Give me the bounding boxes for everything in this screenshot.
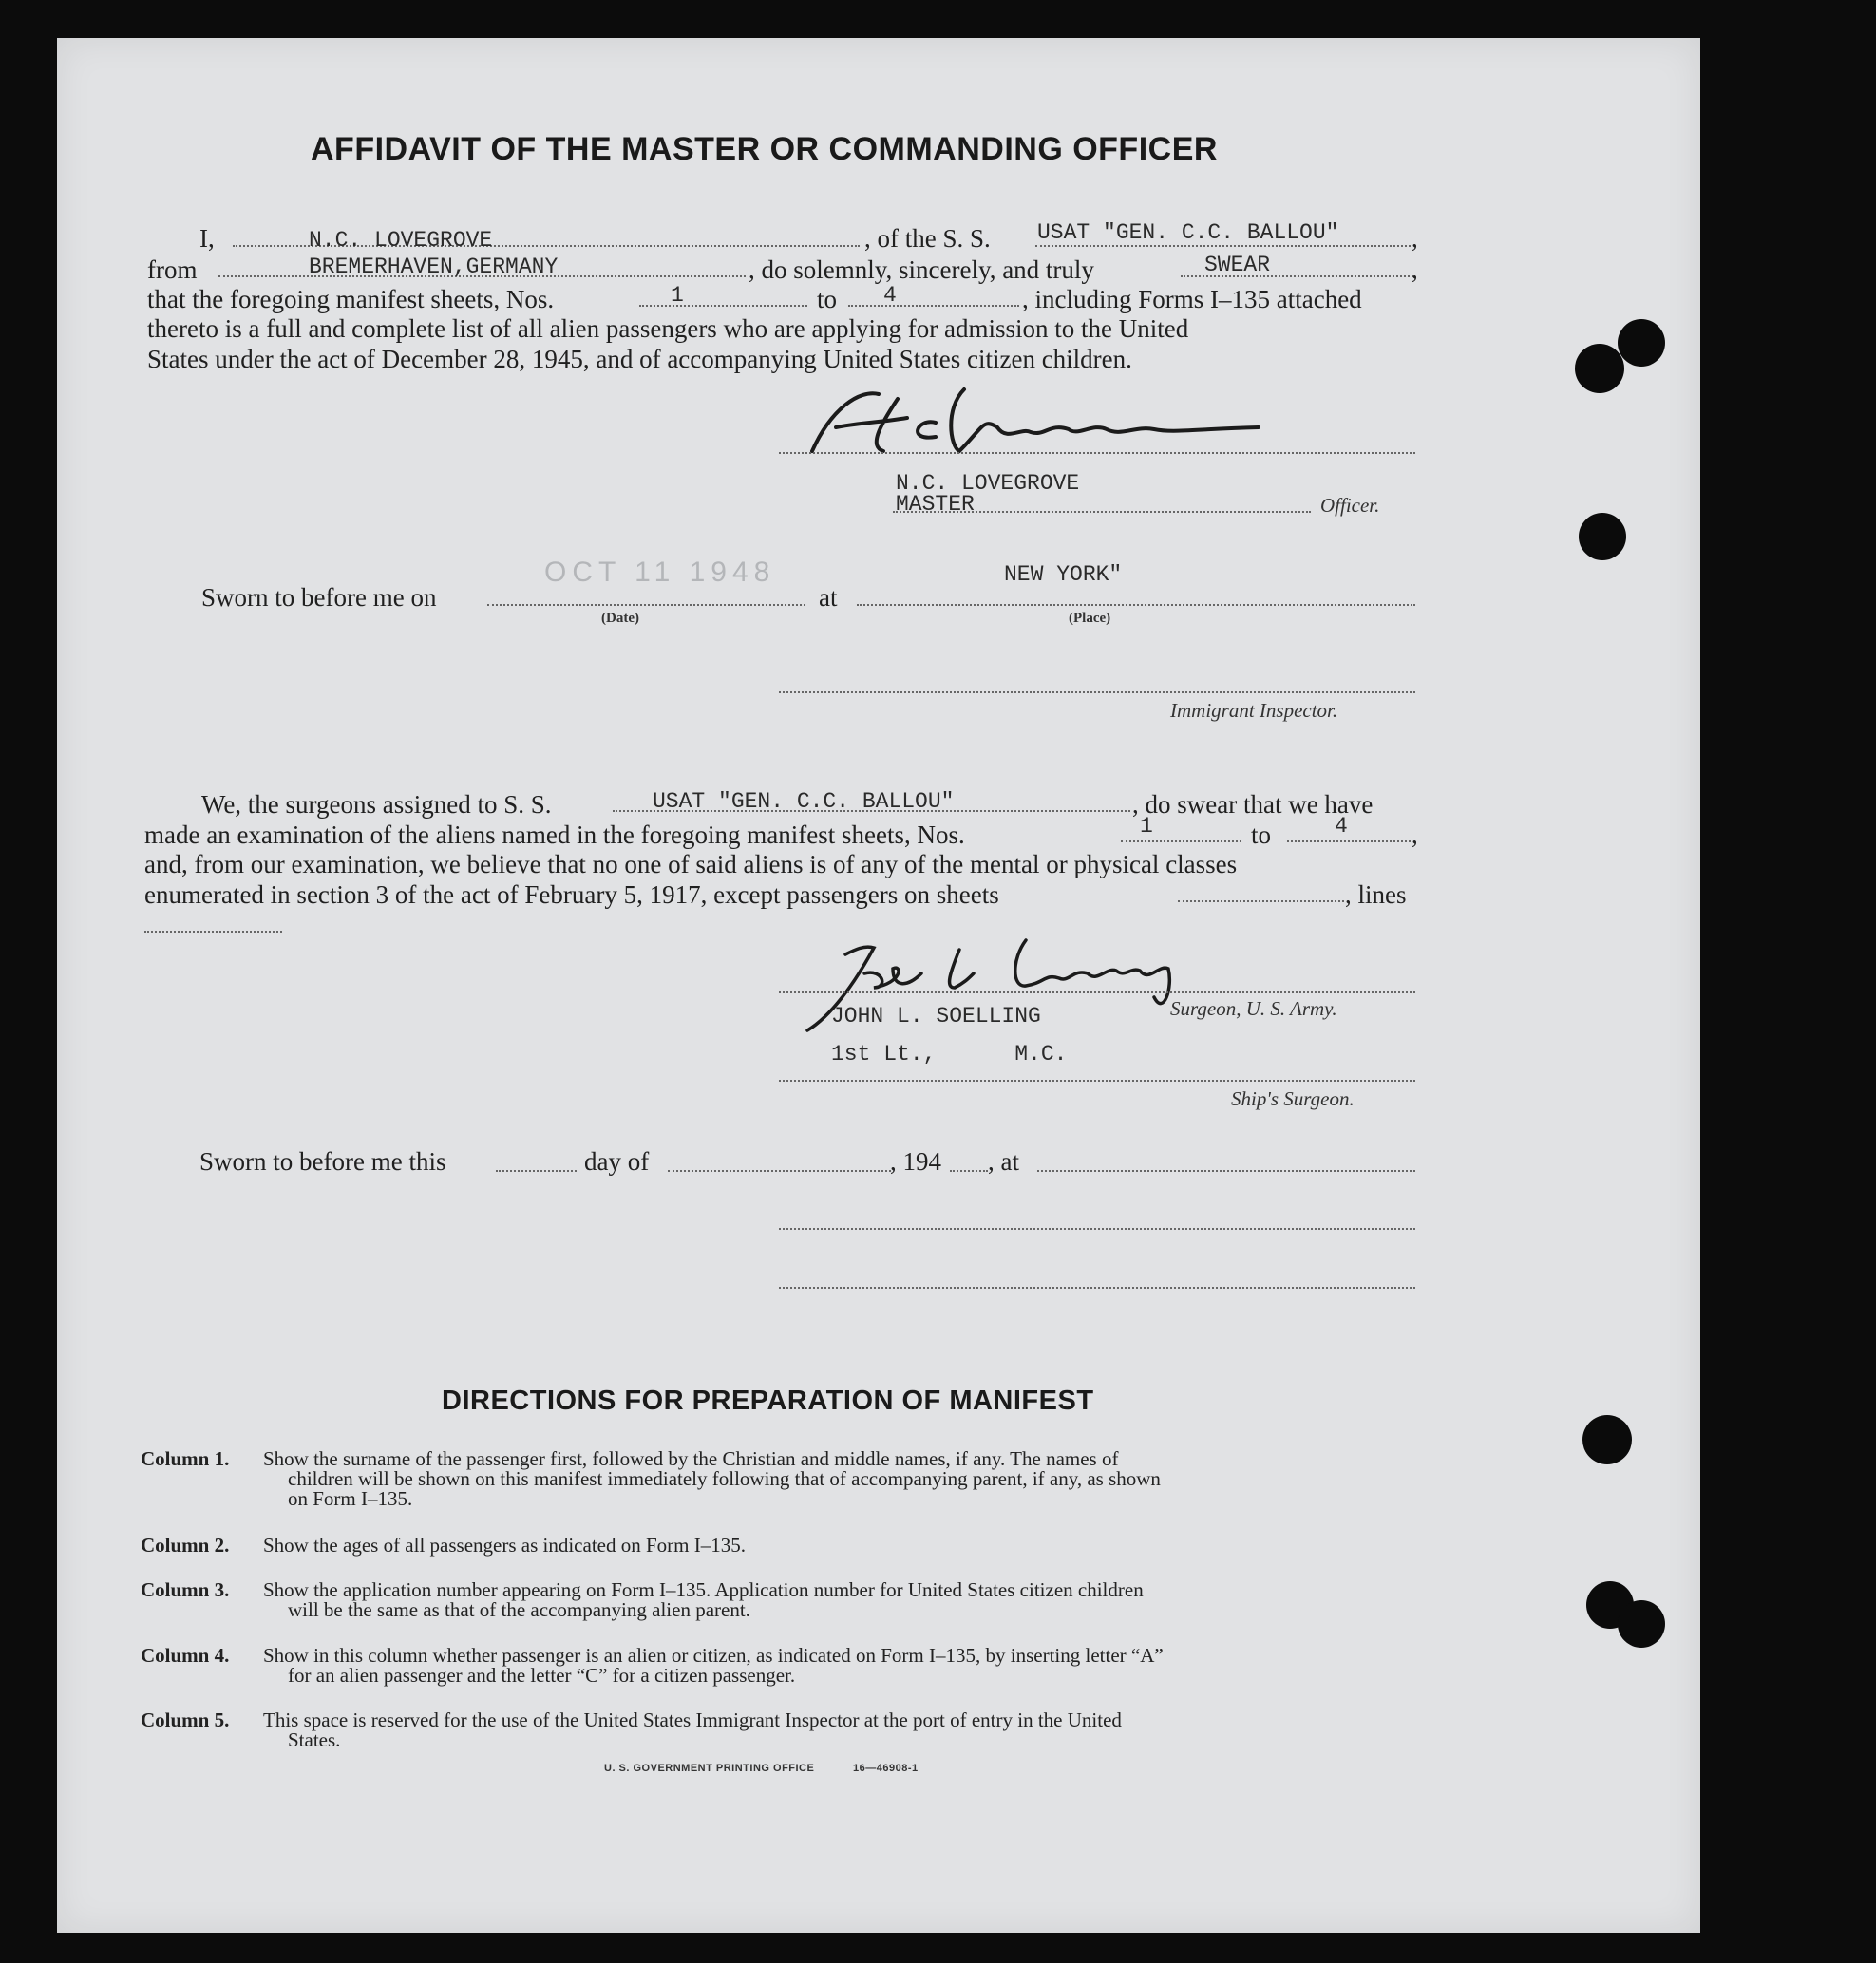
ship-surgeon-label: Ship's Surgeon. [1231,1087,1355,1110]
sworn-place-line [1037,1170,1415,1172]
affidavit-title: AFFIDAVIT OF THE MASTER OR COMMANDING OFFICER [311,131,1218,167]
master-signed-title: MASTER [896,492,975,517]
officer-line [893,511,1311,513]
surgeon-army-label: Surgeon, U. S. Army. [1170,997,1337,1020]
direction-column-label: Column 4. [141,1644,230,1667]
master-signature [793,370,1268,475]
surgeon-sheet-to: 4 [1335,814,1348,839]
ship-name-value: USAT "GEN. C.C. BALLOU" [1037,220,1339,245]
forms-text: , including Forms I–135 attached [1022,285,1362,313]
sworn-place-stamp: NEW YORK" [1004,562,1123,587]
sworn-place-line [857,604,1415,606]
direction-column-label: Column 5. [141,1708,230,1731]
punch-hole [1618,1600,1665,1648]
ship-name-line [1035,245,1411,247]
sworn-at-label: at [819,583,838,612]
inspector-line [779,691,1415,693]
surgeon-sheet-to-line [1287,840,1411,842]
direction-text-line: This space is reserved for the use of the United States Immigrant Inspector at the port of entry in the United [263,1708,1122,1731]
master-signed-name: N.C. LOVEGROVE [896,471,1080,496]
master-signature-line [779,452,1415,454]
place-caption: (Place) [1069,611,1111,626]
direction-column-label: Column 3. [141,1578,230,1601]
port-from-value: BREMERHAVEN,GERMANY [309,255,559,279]
affidavit-i-label: I, [199,224,215,253]
punch-hole [1618,319,1665,367]
direction-text-line: Show in this column whether passenger is an alien or citizen, as indicated on Form I–135, by inserting letter “A” [263,1644,1164,1667]
sworn-official-line-1 [779,1228,1415,1230]
except-sheets-line [1178,900,1344,902]
sworn-date-stamp: OCT 11 1948 [544,557,776,588]
direction-text-line: Show the surname of the passenger first, followed by the Christian and middle names, if any. The names of [263,1447,1119,1470]
inspector-label: Immigrant Inspector. [1170,699,1338,722]
day-of-label: day of [584,1147,650,1176]
of-ss-label: , of the S. S. [864,224,991,253]
solemnly-text: , do solemnly, sincerely, and truly [749,255,1094,284]
comma: , [1412,821,1418,849]
to-label: to [817,285,838,313]
sheet-to-line [848,305,1019,307]
ship-surgeon-line [779,1080,1415,1082]
sworn-this-label: Sworn to before me this [199,1147,446,1176]
surgeon-to-label: to [1251,821,1272,849]
surgeons-line4: enumerated in section 3 of the act of February 5, 1917, except passengers on sheets [144,880,999,909]
sworn-on-label: Sworn to before me on [201,583,437,612]
surgeons-line1a: We, the surgeons assigned to S. S. [201,790,552,819]
sworn-official-line-2 [779,1287,1415,1289]
lines-value-line [144,931,282,933]
surgeons-line2: made an examination of the aliens named in the foregoing manifest sheets, Nos. [144,821,965,849]
affidavit-body-line4: thereto is a full and complete list of all alien passengers who are applying for admission to the United [147,314,1189,343]
punch-hole [1575,344,1624,393]
surgeon-name: JOHN L. SOELLING [831,1004,1041,1029]
comma: , [1412,255,1418,284]
sworn-date-line [487,604,805,606]
direction-column-label: Column 2. [141,1534,230,1557]
affidavit-body-line5: States under the act of December 28, 1945, and of accompanying United States citizen children. [147,345,1132,373]
sheet-to-value: 4 [883,283,897,308]
printer-note: U. S. GOVERNMENT PRINTING OFFICE [604,1763,815,1774]
lines-label: , lines [1345,880,1407,909]
sworn-day-line [496,1170,577,1172]
manifest-sheets-text: that the foregoing manifest sheets, Nos. [147,285,555,313]
surgeons-line3: and, from our examination, we believe that no one of said aliens is of any of the mental or physical classes [144,850,1238,878]
direction-text-line: for an alien passenger and the letter “C” for a citizen passenger. [288,1664,796,1687]
surgeon-sheet-from: 1 [1140,814,1153,839]
sworn-month-line [668,1170,891,1172]
surgeon-signature-line [779,991,1415,993]
punch-hole [1579,513,1626,560]
direction-text-line: children will be shown on this manifest immediately following that of accompanying parent, if any, as shown [288,1467,1161,1490]
direction-text-line: Show the application number appearing on Form I–135. Application number for United States citizen children [263,1578,1144,1601]
direction-text-line: States. [288,1728,341,1751]
officer-label: Officer. [1320,494,1380,517]
surgeons-line1b: , do swear that we have [1132,790,1374,819]
master-name-value: N.C. LOVEGROVE [309,228,493,253]
direction-text-line: Show the ages of all passengers as indicated on Form I–135. [263,1534,746,1557]
sheet-from-value: 1 [671,283,684,308]
punch-hole [1582,1415,1632,1464]
sheet-from-line [639,305,807,307]
direction-text-line: will be the same as that of the accompanying alien parent. [288,1598,750,1621]
form-number: 16—46908-1 [853,1763,919,1774]
surgeon-ship-value: USAT "GEN. C.C. BALLOU" [653,789,955,814]
sworn-year-line [950,1170,988,1172]
date-caption: (Date) [601,611,639,626]
at-label: , at [988,1147,1019,1176]
direction-text-line: on Form I–135. [288,1487,413,1510]
direction-column-label: Column 1. [141,1447,230,1470]
year-label: , 194 [890,1147,941,1176]
comma: , [1412,224,1418,253]
directions-title: DIRECTIONS FOR PREPARATION OF MANIFEST [442,1386,1094,1416]
from-label: from [147,255,198,284]
oath-value: SWEAR [1204,253,1271,277]
surgeon-rank: 1st Lt., M.C. [831,1042,1068,1066]
surgeon-sheet-from-line [1121,840,1241,842]
